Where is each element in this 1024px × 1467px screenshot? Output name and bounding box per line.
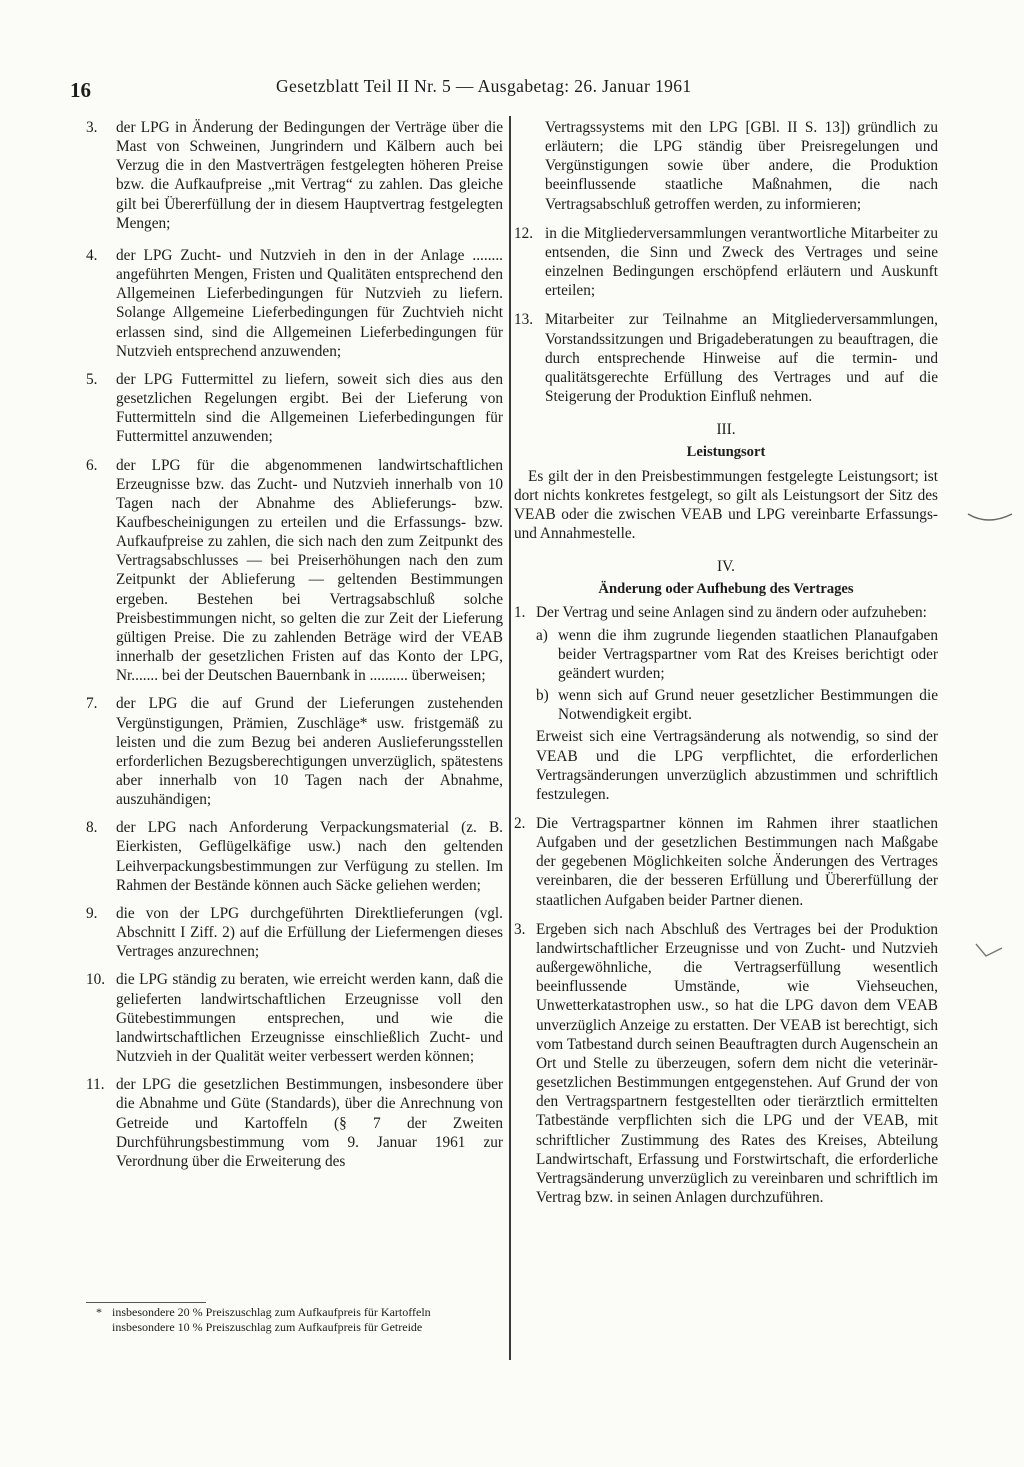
footnote-text: insbesondere 20 % Preiszuschlag zum Aufkaufpreis für Kartoffeln bbox=[112, 1305, 431, 1319]
list-item bbox=[86, 904, 503, 961]
item-text: in die Mitgliederversammlungen verantwortliche Mitarbeiter zu entsenden, die Sinn und Zweck des Vertrages und seine einzelnen Bedingungen erschöpfend erläutern und Auskunft erteilen; bbox=[545, 224, 938, 300]
margin-mark bbox=[972, 940, 1012, 964]
column-divider bbox=[509, 116, 511, 1360]
footnote-text: insbesondere 10 % Preiszuschlag zum Aufkaufpreis für Getreide bbox=[112, 1319, 423, 1334]
item-number: 1. bbox=[514, 604, 526, 622]
list-item bbox=[86, 1075, 503, 1171]
paragraph: Es gilt der in den Preisbestimmungen festgelegte Leistungsort; ist dort nichts konkretes festgelegt, so gilt als Leistungsort der Sitz des VEAB oder die zwischen VEAB und LPG vereinbarte Erfassungs- und Annahmestelle. bbox=[514, 467, 938, 542]
page-number: 16 bbox=[70, 78, 91, 102]
list-item bbox=[86, 970, 503, 1066]
sub-item-text: wenn sich auf Grund neuer gesetzlicher Bestimmungen die Notwendigkeit ergibt. bbox=[558, 687, 938, 724]
item-text: Der Vertrag und seine Anlagen sind zu ändern oder aufzuheben: bbox=[536, 604, 927, 622]
footnote-mark: * bbox=[96, 1305, 102, 1319]
item-number: 6. bbox=[86, 456, 98, 474]
list-item bbox=[86, 246, 503, 361]
sub-item-label: a) bbox=[536, 626, 548, 644]
item-number: 8. bbox=[86, 819, 98, 837]
item-number: 9. bbox=[86, 904, 98, 922]
footnote bbox=[86, 1320, 503, 1335]
item-text: die von der LPG durchgeführten Direktlieferungen (vgl. Abschnitt I Ziff. 2) auf die Erfüllung der Liefermengen dieses Vertrages anzurechnen; bbox=[116, 904, 503, 961]
page-header bbox=[70, 74, 950, 104]
margin-mark bbox=[966, 506, 1016, 526]
list-item bbox=[514, 603, 938, 804]
section-number: IV. bbox=[717, 558, 735, 576]
sub-item-text: wenn die ihm zugrunde liegenden staatlichen Planaufgaben beider Vertragspartner vom Rat des Kreises berichtigt oder geändert wurden; bbox=[558, 626, 938, 682]
list-item bbox=[86, 456, 503, 686]
item-text: Die Vertragspartner können im Rahmen ihrer staatlichen Aufgaben und der gesetzlichen Bestimmungen nach Maßgabe der gegebenen Möglichkeiten solche Änderungen des Vertrages vereinbaren, die der besseren Erfüllung und Übererfüllung der staatlichen Aufgaben beider Partner dienen. bbox=[536, 815, 938, 909]
footnote-rule bbox=[86, 1302, 206, 1303]
item-number: 4. bbox=[86, 246, 98, 264]
sub-item-label: b) bbox=[536, 687, 549, 705]
item-text: die LPG ständig zu beraten, wie erreicht werden kann, daß die gelieferten landwirtschaftlichen Erzeugnisse voll den Gütebestimmungen entsprechen, und wie die landwirtschaftlichen Erzeugnisse einschließlich Zucht- und Nutzvieh in der Qualität weiter verbessert werden können; bbox=[116, 971, 503, 1066]
item-text: der LPG die gesetzlichen Bestimmungen, insbesondere über die Abnahme und Güte (Standards), über die Anrechnung von Getreide und Kartoffeln (§ 7 der Zweiten Durchführungsbestimmung vom 9. Januar 1961 zur Verordnung über die Erweiterung des bbox=[116, 1076, 503, 1170]
item-text: der LPG für die abgenommenen landwirtschaftlichen Erzeugnisse bzw. das Zucht- und Nutzvieh innerhalb von 10 Tagen nach der Abnahme des Ablieferungs- bzw. Kaufbescheinigungen zu erteilen und die Erfassungs- bzw. Aufkaufpreise zu zahlen, die sich nach den zum Zeitpunkt des Vertragsabschlusses — bei Preiserhöhungen nach den zum Zeitpunkt der Ablieferung — geltenden Bestimmungen ergeben. Bestehen bei Vertragsabschluß solche Preisbestimmungen nicht, so gelten die zur Zeit der Lieferung gültigen Preise. Die zu zahlenden Beträge wird der VEAB innerhalb der gesetzlichen Fristen auf das Konto der LPG, Nr....... bei der Deutschen Bauernbank in .......... überweisen; bbox=[116, 456, 503, 685]
gazette-title: Gesetzblatt Teil II Nr. 5 — Ausgabetag: 26. Januar 1961 bbox=[276, 76, 692, 96]
footnotes bbox=[86, 1305, 503, 1334]
list-item bbox=[86, 694, 503, 809]
item-number: 12. bbox=[514, 224, 534, 242]
right-column bbox=[514, 118, 938, 1217]
item-text: der LPG nach Anforderung Verpackungsmaterial (z. B. Eierkisten, Geflügelkäfige usw.) nach den geltenden Leihverpackungsbestimmungen zur Verfügung zu stellen. Im Rahmen der Bestände können auch Säcke geliehen werden; bbox=[116, 819, 503, 894]
item-text: der LPG die auf Grund der Lieferungen zustehenden Vergünstigungen, Prämien, Zuschläge* usw. fristgemäß zu leisten und die zum Bezug bei anderen Auslieferungsstellen erforderlichen Bezugsberechtigungen unverzüglich, spätestens aber innerhalb von 10 Tagen nach der Abnahme, auszuhändigen; bbox=[116, 695, 503, 809]
item-number: 7. bbox=[86, 695, 98, 713]
item-text: Mitarbeiter zur Teilnahme an Mitgliederversammlungen, Vorstandssitzungen und Brigadeberatungen zu beauftragen, die durch entsprechende Hinweise auf die termin- und qualitätsgerechte Erfüllung des Vertrages und auf die Steigerung der Produktion Einfluß nehmen. bbox=[545, 311, 938, 406]
footnote bbox=[86, 1305, 503, 1320]
sub-item bbox=[536, 686, 938, 724]
item-text: Erweist sich eine Vertragsänderung als notwendig, so sind der VEAB und die LPG verpflichtet, die erforderlichen Vertragsänderungen unverzüglich abzustimmen und schriftlich festzulegen. bbox=[536, 728, 938, 803]
list-item bbox=[514, 224, 938, 301]
list-item bbox=[514, 118, 938, 214]
item-number: 3. bbox=[514, 920, 526, 938]
list-item bbox=[86, 370, 503, 447]
item-text: der LPG Futtermittel zu liefern, soweit sich dies aus den gesetzlichen Regelungen ergibt. Bei der Lieferung von Futtermitteln sind die Allgemeinen Lieferbedingungen für Futtermittel anzuwenden; bbox=[116, 370, 503, 446]
left-column bbox=[86, 118, 503, 1180]
list-item bbox=[514, 920, 938, 1207]
item-number: 2. bbox=[514, 815, 526, 832]
item-text: Ergeben sich nach Abschluß des Vertrages bei der Produktion landwirtschaftlicher Erzeugnisse und von Zucht- und Nutzvieh außergewöhnliche, die Vertragserfüllung wesentlich beeinflussende Umstände, wie Viehseuchen, Unwetterkatastrophen usw., so hat die LPG davon dem VEAB unverzüglich Anzeige zu erstatten. Der VEAB ist berechtigt, sich vom Tatbestand durch seinen Beauftragten durch Augenschein an Ort und Stelle zu überzeugen, sofern dem nicht die veterinär-gesetzlichen Bestimmungen entgegenstehen. Auf Grund der von den Vertragspartnern festgestellten oder tierärztlich ermittelten Tatbestände verpflichten sich die LPG und der VEAB, mit schriftlicher Zustimmung des Rates des Kreises, Abteilung Landwirtschaft, Erfassung und Forstwirtschaft, die erforderliche Vertragsänderung unverzüglich zu vereinbaren und schriftlich im Vertrag bzw. in seinen Anlagen durchzuführen. bbox=[536, 920, 938, 1206]
section-number: III. bbox=[716, 421, 736, 439]
list-item bbox=[86, 118, 503, 233]
sub-item bbox=[536, 626, 938, 683]
item-number: 5. bbox=[86, 370, 98, 388]
list-item bbox=[514, 310, 938, 406]
item-text: der LPG in Änderung der Bedingungen der Verträge über die Mast von Schweinen, Jungrindern und Kälbern auch bei Verzug die in den Mastverträgen festgelegten höheren Preise bzw. die Aufkaufpreise „mit Vertrag“ zu zahlen. Das gleiche gilt bei Übererfüllung der in diesem Hauptvertrag festgelegten Mengen; bbox=[116, 119, 503, 232]
section-title: Änderung oder Aufhebung des Vertrages bbox=[598, 581, 854, 598]
item-number: 3. bbox=[86, 119, 98, 136]
list-item bbox=[86, 818, 503, 895]
list-item bbox=[514, 814, 938, 910]
item-text: der LPG Zucht- und Nutzvieh in den in der Anlage ........ angeführten Mengen, Fristen und Qualitäten entsprechend den Allgemeinen Lieferbedingungen für Nutzvieh zu liefern. Solange Allgemeine Lieferbedingungen für Zuchtvieh nicht erlassen sind, sind die Allgemeinen Lieferbedingungen für Nutzvieh entsprechend anzuwenden; bbox=[116, 246, 503, 360]
section-title: Leistungsort bbox=[686, 444, 766, 461]
item-number: 13. bbox=[514, 311, 534, 329]
item-number: 10. bbox=[86, 971, 106, 989]
item-number: 11. bbox=[86, 1076, 105, 1094]
item-text: Vertragssystems mit den LPG [GBl. II S. 13]) gründlich zu erläutern; die LPG ständig über Preisregelungen und Vergünstigungen sowie über andere, die Produktion beeinflussende staatliche Maßnahmen, die nach Vertragsabschluß getroffen werden, zu informieren; bbox=[545, 119, 938, 213]
